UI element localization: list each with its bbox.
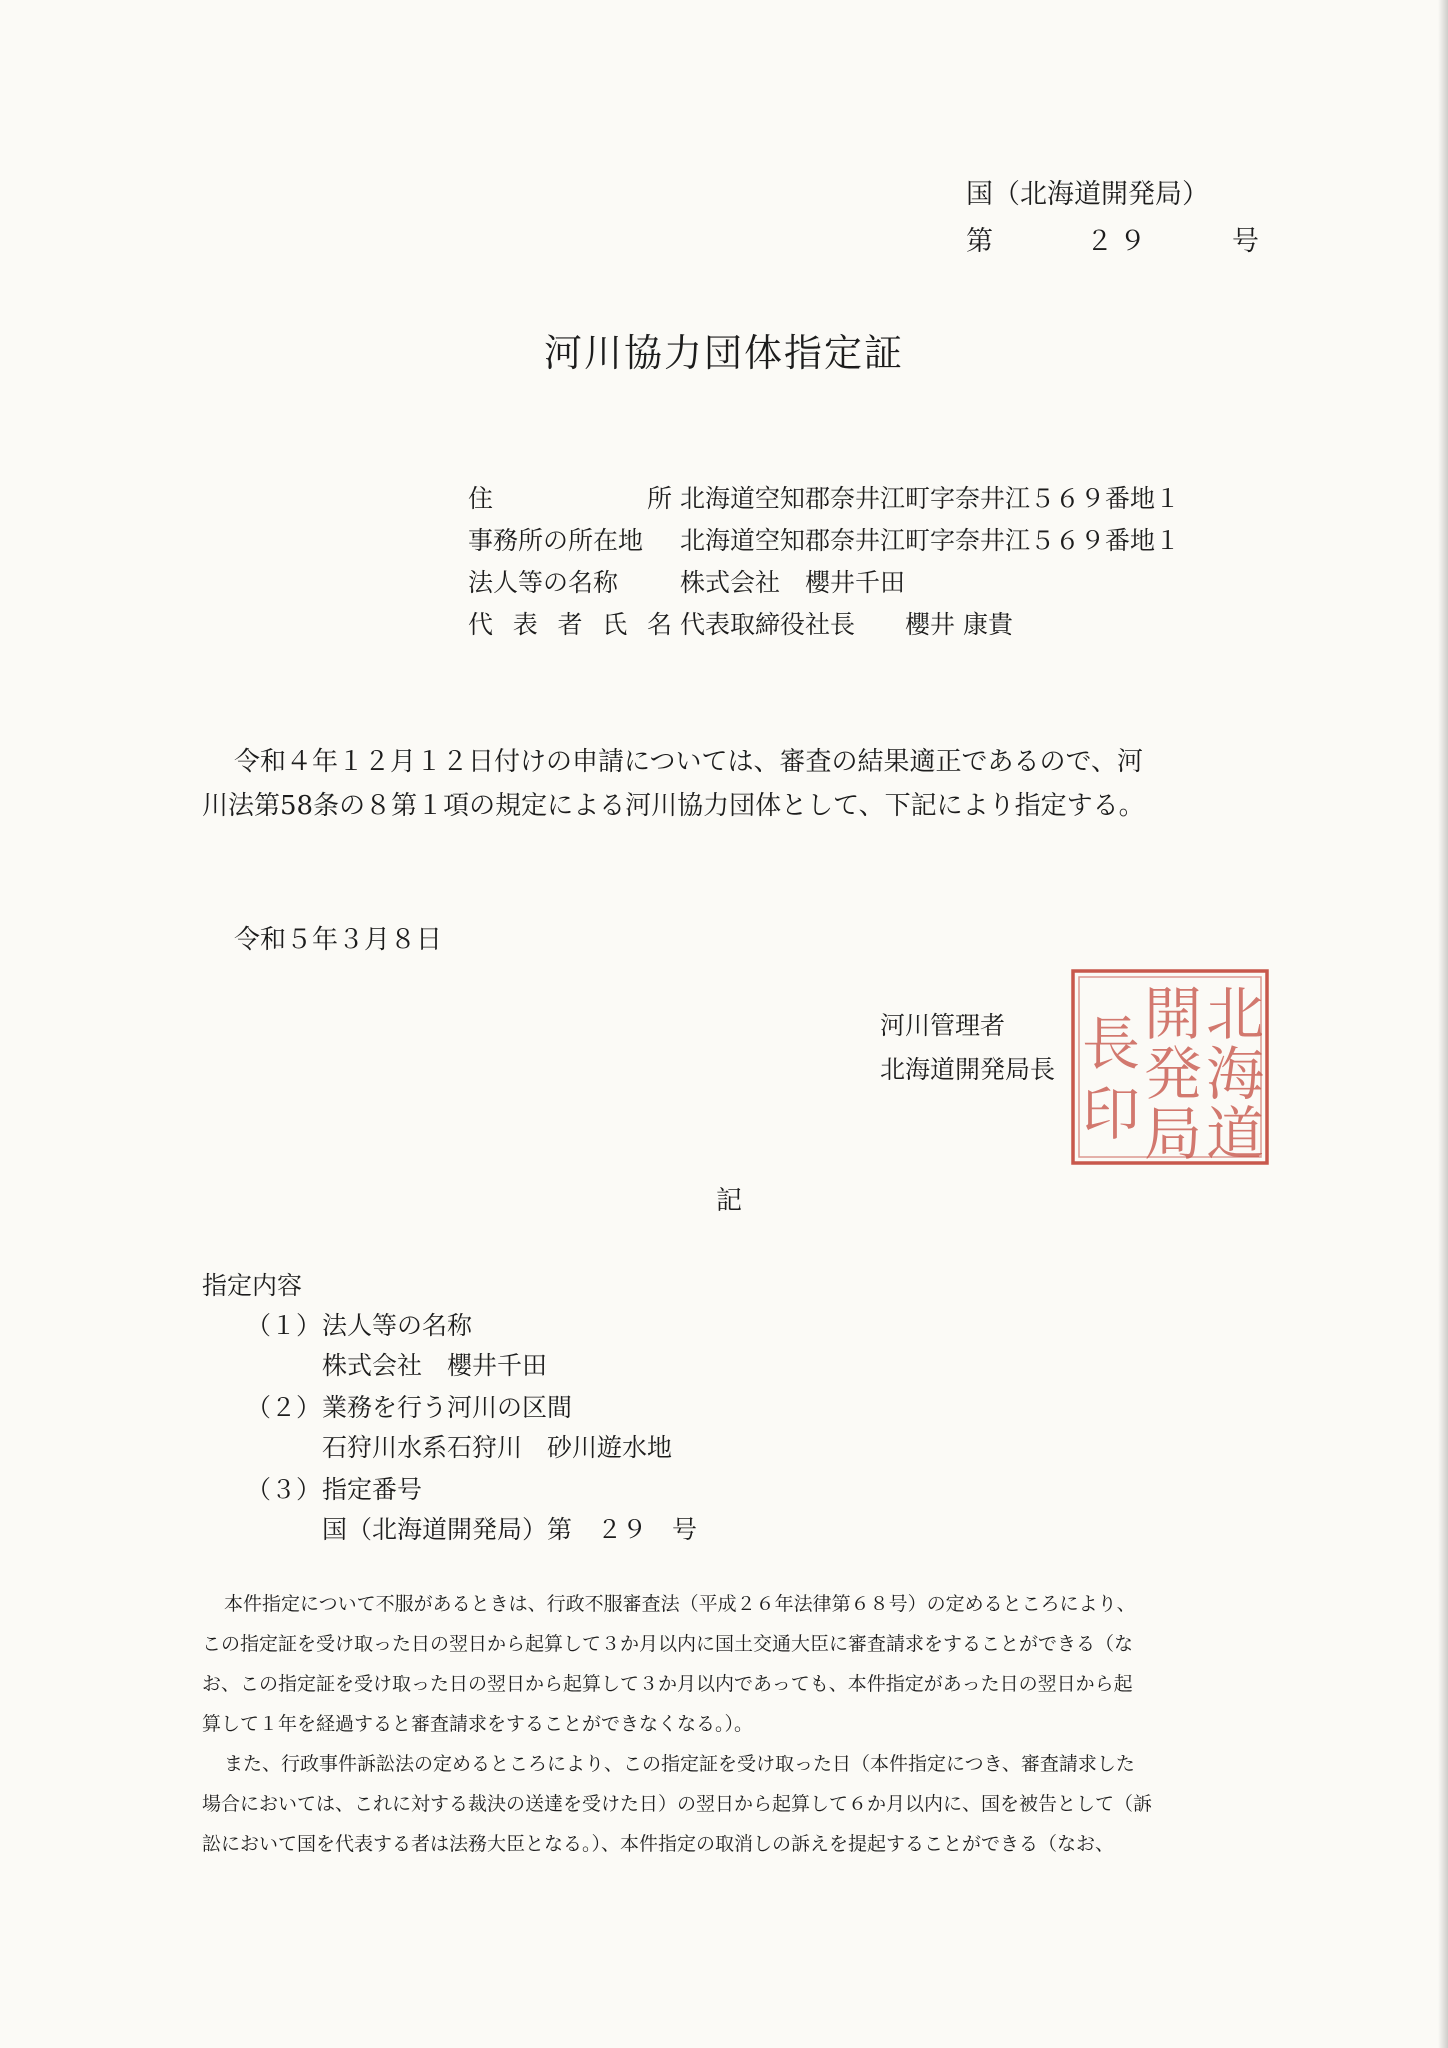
address-row [468, 478, 1180, 520]
issuer-role: 河川管理者 [880, 1011, 1006, 1040]
number-prefix: 第 [966, 226, 993, 257]
official-seal [1068, 966, 1272, 1168]
issue-date: 令和５年３月８日 [234, 925, 443, 955]
notice-line-6: 場合においては、これに対する裁決の送達を受けた日）の翌日から起算して６か月以内に、国を被告として（訴 [202, 1793, 1153, 1815]
item-2-label: 業務を行う河川の区間 [322, 1393, 573, 1422]
item-1-num: （１） [246, 1311, 322, 1340]
item-2-num: （２） [246, 1393, 322, 1422]
page-title: 河川協力団体指定証 [543, 331, 904, 375]
designation-number: ２９ [1086, 226, 1152, 257]
body-line-2: 川法第58条の８第１項の規定による河川協力団体として、下記により指定する。 [202, 791, 1145, 821]
corporate-name-value: 株式会社 櫻井千田 [680, 568, 906, 597]
seal-characters: 北海道 開発局 長印 [1082, 980, 1265, 1168]
number-suffix: 号 [1232, 226, 1259, 257]
office-location-label: 事務所の所在地 [468, 526, 644, 555]
scan-edge-shadow [1438, 0, 1448, 2048]
notice-line-3: お、この指定証を受け取った日の翌日から起算して３か月以内であっても、本件指定があった日の翌日から起 [202, 1673, 1133, 1695]
representative-label: 代表者氏名 [468, 610, 672, 639]
notice-line-4: 算して１年を経過すると審査請求をすることができなくなる。）。 [202, 1713, 754, 1735]
item-3-num: （３） [246, 1475, 322, 1504]
designation-heading: 指定内容 [202, 1271, 303, 1300]
item-3-label: 指定番号 [322, 1475, 423, 1504]
issuer-name: 北海道開発局長 [880, 1055, 1056, 1084]
item-3-value: 国（北海道開発局）第 ２９ 号 [322, 1515, 698, 1544]
representative-row [468, 604, 1180, 646]
ki-marker: 記 [716, 1186, 743, 1216]
authority-line: 国（北海道開発局） [966, 179, 1209, 210]
corporate-name-row [468, 562, 1180, 604]
item-1-value: 株式会社 櫻井千田 [322, 1351, 548, 1380]
office-location-value: 北海道空知郡奈井江町字奈井江５６９番地１ [680, 526, 1181, 555]
notice-line-1: 本件指定について不服があるときは、行政不服審査法（平成２６年法律第６８号）の定めるところにより、 [224, 1593, 1136, 1615]
office-location-row [468, 520, 1180, 562]
addressee-block [468, 478, 1180, 646]
representative-value: 代表取締役社長 櫻井 康貴 [680, 610, 1013, 639]
notice-line-5: また、行政事件訴訟法の定めるところにより、この指定証を受け取った日（本件指定につき、審査請求した [224, 1753, 1135, 1775]
body-line-1: 令和４年１２月１２日付けの申請については、審査の結果適正であるので、河 [234, 747, 1143, 777]
notice-line-7: 訟において国を代表する者は法務大臣となる。）、本件指定の取消しの訴えを提起することができる（なお、 [202, 1833, 1115, 1855]
item-1-label: 法人等の名称 [322, 1311, 473, 1340]
notice-line-2: この指定証を受け取った日の翌日から起算して３か月以内に国土交通大臣に審査請求をすることができる（な [202, 1633, 1134, 1655]
item-2-value: 石狩川水系石狩川 砂川遊水地 [322, 1433, 673, 1462]
address-label: 住 所 [468, 484, 672, 513]
corporate-name-label: 法人等の名称 [468, 568, 619, 597]
address-value: 北海道空知郡奈井江町字奈井江５６９番地１ [680, 484, 1181, 513]
